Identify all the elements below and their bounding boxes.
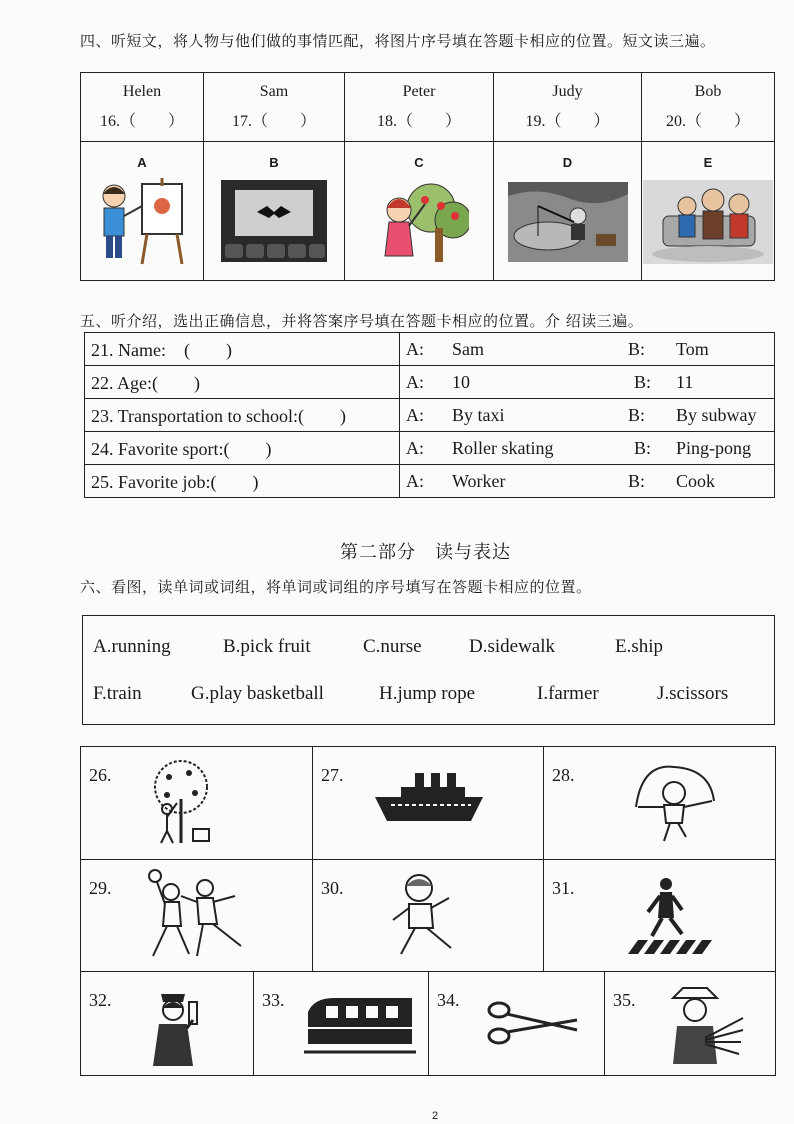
answer-blank-19[interactable]: 19.（ ） xyxy=(525,113,610,130)
picture-d xyxy=(494,142,642,281)
option-b-label: B: xyxy=(622,432,670,465)
option-a[interactable]: Roller skating xyxy=(446,432,622,465)
item-30 xyxy=(313,860,544,972)
nurse-icon xyxy=(137,982,217,1068)
item-number: 32. xyxy=(89,990,112,1010)
picture-c xyxy=(345,142,494,281)
train-icon xyxy=(304,992,416,1058)
picture-a xyxy=(81,142,204,281)
picture-b xyxy=(204,142,345,281)
cinema-icon xyxy=(221,176,327,266)
question-25: 25. Favorite job:( ) xyxy=(85,465,400,498)
item-number: 33. xyxy=(262,990,285,1010)
person-helen xyxy=(81,73,204,142)
person-bob xyxy=(642,73,775,142)
item-33 xyxy=(254,972,429,1075)
option-a[interactable]: By taxi xyxy=(446,399,622,432)
question-22: 22. Age:( ) xyxy=(85,366,400,399)
option-b-label: B: xyxy=(622,333,670,366)
word-b: B.pick fruit xyxy=(223,636,311,657)
ship-icon xyxy=(375,767,485,827)
jump-rope-icon xyxy=(624,761,724,845)
question-24: 24. Favorite sport:( ) xyxy=(85,432,400,465)
answer-blank-18[interactable]: 18.（ ） xyxy=(376,113,461,130)
info-table xyxy=(84,332,775,498)
option-b[interactable]: Tom xyxy=(670,333,775,366)
picture-letter: D xyxy=(562,155,573,170)
item-32 xyxy=(81,972,254,1075)
table-row xyxy=(85,333,775,366)
fruit-tree-icon xyxy=(143,759,219,847)
word-c: C.nurse xyxy=(363,636,422,657)
item-number: 34. xyxy=(437,990,460,1010)
word-g: G.play basketball xyxy=(191,683,324,704)
question-21: 21. Name: ( ) xyxy=(85,333,400,366)
person-sam xyxy=(204,73,345,142)
item-34 xyxy=(429,972,605,1075)
section-4-heading: 四、听短文，将人物与他们做的事情匹配，将图片序号填在答题卡相应的位置。短文读三遍。 xyxy=(80,32,716,50)
picture-e xyxy=(642,142,775,281)
girl-picking-fruit-icon xyxy=(369,176,469,266)
item-28 xyxy=(544,747,775,860)
girl-fishing-icon xyxy=(508,176,628,266)
answer-blank-17[interactable]: 17.（ ） xyxy=(231,113,316,130)
option-b-label: B: xyxy=(622,465,670,498)
item-26 xyxy=(81,747,313,860)
option-b[interactable]: By subway xyxy=(670,399,775,432)
word-d: D.sidewalk xyxy=(469,636,556,657)
scissors-icon xyxy=(487,998,581,1048)
item-number: 29. xyxy=(89,878,112,898)
option-a-label: A: xyxy=(400,399,447,432)
option-b-label: B: xyxy=(622,366,670,399)
option-a-label: A: xyxy=(400,366,447,399)
page-number: 2 xyxy=(432,1110,439,1122)
picture-grid xyxy=(80,746,776,1076)
option-a-label: A: xyxy=(400,333,447,366)
section-6-heading: 六、看图，读单词或词组，将单词或词组的序号填写在答题卡相应的位置。 xyxy=(80,578,592,596)
picture-letter: E xyxy=(703,155,713,170)
family-on-sofa-icon xyxy=(643,176,773,266)
person-name: Helen xyxy=(122,83,162,100)
table-row xyxy=(85,366,775,399)
item-number: 35. xyxy=(613,990,636,1010)
item-number: 27. xyxy=(321,765,344,785)
word-a: A.running xyxy=(93,636,171,657)
word-h: H.jump rope xyxy=(379,683,476,704)
word-f: F.train xyxy=(93,683,142,704)
matching-table xyxy=(80,72,775,281)
option-a[interactable]: Worker xyxy=(446,465,622,498)
item-31 xyxy=(544,860,775,972)
person-judy xyxy=(494,73,642,142)
painting-boy-icon xyxy=(92,176,192,266)
table-row xyxy=(85,399,775,432)
item-number: 30. xyxy=(321,878,344,898)
option-b[interactable]: 11 xyxy=(670,366,775,399)
option-a-label: A: xyxy=(400,432,447,465)
option-b-label: B: xyxy=(622,399,670,432)
runner-icon xyxy=(385,868,465,964)
table-row xyxy=(85,432,775,465)
option-b[interactable]: Cook xyxy=(670,465,775,498)
person-name: Bob xyxy=(694,83,722,100)
option-a[interactable]: 10 xyxy=(446,366,622,399)
person-name: Judy xyxy=(552,83,583,100)
word-e: E.ship xyxy=(615,636,664,657)
picture-letter: A xyxy=(137,155,147,170)
crosswalk-icon xyxy=(624,874,714,958)
question-23: 23. Transportation to school:( ) xyxy=(85,399,400,432)
word-bank xyxy=(82,615,775,725)
part-2-title: 第二部分 读与表达 xyxy=(340,542,511,563)
person-peter xyxy=(345,73,494,142)
table-row xyxy=(85,465,775,498)
item-number: 28. xyxy=(552,765,575,785)
item-27 xyxy=(313,747,544,860)
picture-letter: B xyxy=(269,155,279,170)
picture-letter: C xyxy=(414,155,424,170)
farmer-icon xyxy=(655,978,745,1068)
section-5-heading: 五、听介绍，选出正确信息，并将答案序号填在答题卡相应的位置。介 绍读三遍。 xyxy=(80,312,644,330)
item-number: 31. xyxy=(552,878,575,898)
answer-blank-16[interactable]: 16.（ ） xyxy=(99,113,184,130)
item-number: 26. xyxy=(89,765,112,785)
option-a[interactable]: Sam xyxy=(446,333,622,366)
person-name: Sam xyxy=(259,83,289,100)
word-j: J.scissors xyxy=(657,683,729,704)
option-b[interactable]: Ping-pong xyxy=(670,432,775,465)
person-name: Peter xyxy=(402,83,436,100)
item-35 xyxy=(605,972,775,1075)
answer-blank-20[interactable]: 20.（ ） xyxy=(665,113,750,130)
word-i: I.farmer xyxy=(537,683,599,704)
basketball-players-icon xyxy=(141,866,251,966)
option-a-label: A: xyxy=(400,465,447,498)
item-29 xyxy=(81,860,313,972)
